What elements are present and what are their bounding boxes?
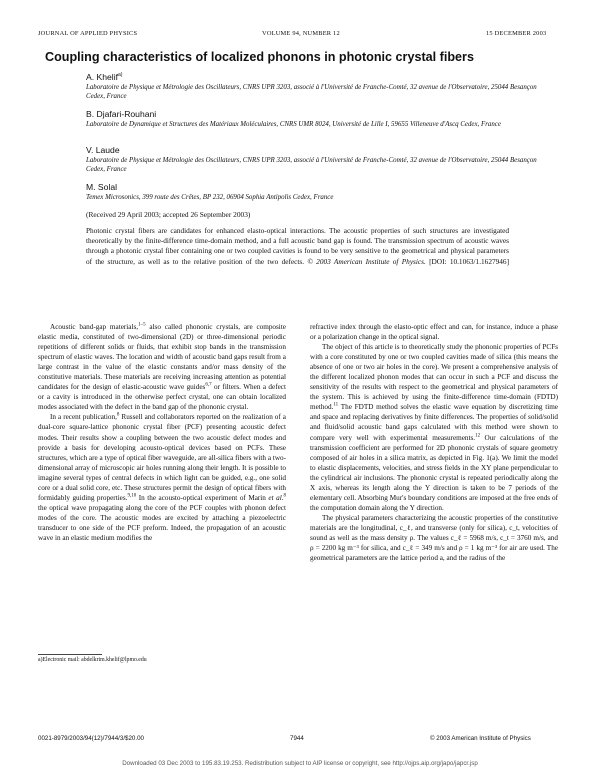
author-name: A. Khelif$^{a)}$ (86, 72, 123, 82)
download-notice: Downloaded 03 Dec 2003 to 195.83.19.253. Redistribution subject to AIP license or copyright, see http://ojps.aip.org/japo/japcr.jsp (122, 760, 478, 767)
paragraph: In a recent publication,$^8$ Russell and collaborators reported on the realization of a dual-core square-lattice phononic crystal fiber (PCF) presenting acoustic defect modes. Their results show a coupling between the two acoustic defect modes and provide a basis for developing acousto-optical devices based on PCFs. These structures, which are a type of optical fiber waveguide, are all-silica fibers with a two-dimensional array of microscopic air holes running along their length. It is possible to imagine several types of central defects in which light can be guided, e.g., one solid core or a dual solid core, etc. These structures permit the design of optical fibers with formidably guiding properties.$^{9,10}$ In the acousto-optical experiment of Marin et al.$^8$ the optical wave propagating along the core of the PCF couples with phonon defect modes of the core. The acoustic modes are excited by attaching a piezoelectric transducer to one side of the PCF preform. Indeed, the propagation of an acoustic wave in an elastic medium modifies the (38, 413, 287, 542)
volume-number: VOLUME 94, NUMBER 12 (262, 30, 340, 37)
received-dates: (Received 29 April 2003; accepted 26 September 2003) (86, 210, 251, 219)
footer-code: 0021-8979/2003/94(12)/7944/3/$20.00 (38, 735, 144, 742)
paragraph: The object of this article is to theoretically study the phononic properties of PCFs with a core constituted by one or two coupled cavities made of silica (this means the absence of one or two air holes in the core). We present a comprehensive analysis of the different localized phonon modes that can occur in such a PCF and discuss the sensitivity of the results with respect to the geometrical and physical parameters of the system. This is achieved by using the finite-difference time-domain (FDTD) method.$^{11}$ The FDTD method solves the elastic wave equation by discretizing time and space and replacing derivatives by finite differences. The properties of solid/solid and fluid/solid acoustic band gaps calculated with this method were shown to compare very well with experimental measurements.$^{12}$ Our calculations of the transmission coefficient are performed for 2D phononic crystals of square geometry composed of air holes in a silica matrix, as depicted in Fig. 1(a). We limit the model to elastic displacements, velocities, and stress fields in the XY plane perpendicular to the cylindrical air inclusions. The phononic crystal is repeated periodically along the X axis, whereas its length along the Y direction is taken to be 7 periods of the elementary cell. Absorbing Mur's boundary conditions are imposed at the free ends of the computation domain along the Y direction. (310, 343, 558, 512)
page-number: 7944 (290, 735, 304, 742)
author-affiliation: Temex Microsonics, 399 route des Crêtes, BP 232, 06904 Sophia Antipolis Cedex, France (86, 194, 334, 201)
doi: [DOI: 10.1063/1.1627946] (429, 256, 509, 266)
abstract-text: Photonic crystal fibers are candidates for enhanced elasto-optical interactions. The acoustic properties of such structures are investigated theoretically by the finite-difference time-domain method, and a full acoustic band gap is found. The transmission spectrum of acoustic waves through a photonic crystal fiber containing one or two coupled cavities is found to be very sensitive to the geometrical and physical parameters of the structure, as well as to the relative position of the two defects. (86, 226, 509, 266)
article-title: Coupling characteristics of localized phonons in photonic crystal fibers (45, 50, 474, 64)
author-affiliation: Laboratoire de Physique et Métrologie des Oscillateurs, CNRS UPR 3203, associé à l'Université de Franche-Comté, 32 avenue de l'Observatoire, 25044 Besançon Cedex, France (86, 157, 537, 174)
body-right-column (310, 322, 558, 563)
paragraph: refractive index through the elasto-optic effect and can, for instance, induce a phase or a polarization change in the optical signal. (310, 323, 558, 342)
author-affiliation: Laboratoire de Physique et Métrologie des Oscillateurs, CNRS UPR 3203, associé à l'Université de Franche-Comté, 32 avenue de l'Observatoire, 25044 Besançon Cedex, France (86, 84, 537, 101)
abstract-copyright: © 2003 American Institute of Physics. (307, 256, 426, 266)
paragraph: Acoustic band-gap materials,$^{1-5}$ also called phononic crystals, are composite elastic media, constituted of two-dimensional (2D) or three-dimensional periodic repetitions of different solids or fluids, that exhibit stop bands in the transmission spectrum of elastic waves. The location and width of acoustic band gaps result from a large contrast in the value of the elastic constants and/or mass density of the constitutive materials. These materials are receiving increasing attention as potential candidates for the design of elastic-acoustic wave guides$^{6,7}$ or filters. When a defect or a cavity is introduced in the otherwise perfect crystal, one can obtain localized modes associated with the defect in the band gap of the phononic crystal. (38, 322, 286, 412)
footnote-rule (38, 654, 102, 655)
footnote: a)Electronic mail: abdelkrim.khelif@lpmo.edu (38, 657, 147, 663)
author-name: B. Djafari-Rouhani (86, 109, 157, 119)
author-name: M. Solal (86, 182, 118, 192)
journal-name: JOURNAL OF APPLIED PHYSICS (38, 30, 138, 37)
abstract (86, 226, 509, 267)
issue-date: 15 DECEMBER 2003 (486, 30, 547, 37)
author-affiliation: Laboratoire de Dynamique et Structures des Matériaux Moléculaires, CNRS UMR 8024, Université de Lille I, 59655 Villeneuve d'Ascq Cedex, France (86, 121, 501, 128)
author-name: V. Laude (86, 145, 120, 155)
footer-copyright: © 2003 American Institute of Physics (430, 735, 531, 742)
paragraph: The physical parameters characterizing the acoustic properties of the constitutive materials are the longitudinal, c_ℓ, and transverse (only for silica), c_t, velocities of sound as well as the mass density ρ. The values c_ℓ = 5968 m/s, c_t = 3760 m/s, and ρ = 2200 kg m⁻³ for silica, and c_ℓ = 349 m/s and ρ = 1 kg m⁻³ for air are used. The geometrical parameters are the lattice period a, and the radius of the (310, 513, 558, 563)
body-left-column (38, 322, 286, 543)
